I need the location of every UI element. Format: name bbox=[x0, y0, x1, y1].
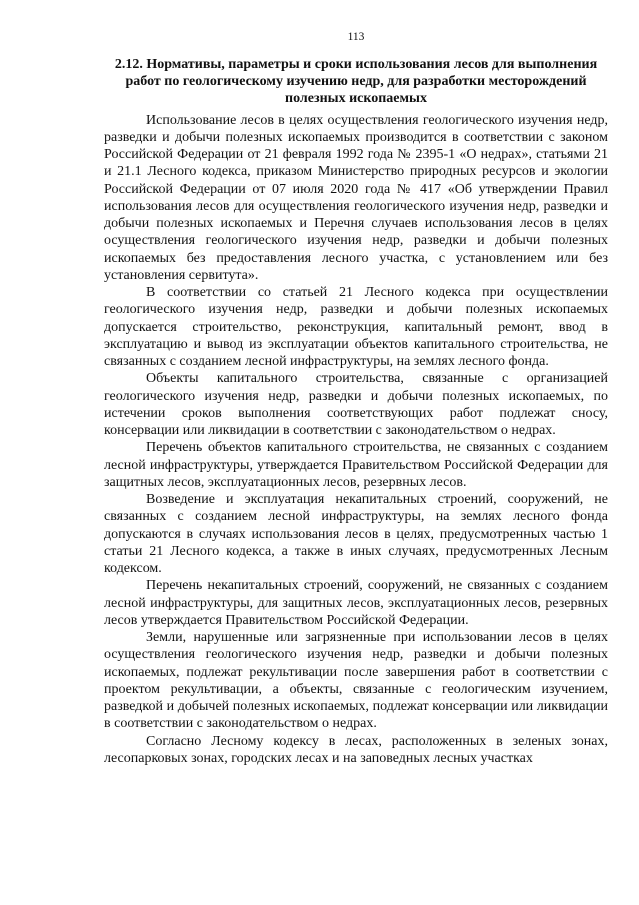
paragraph-1: Использование лесов в целях осуществления геологического изучения недр, разведки и добычи полезных ископаемых производится в соответствии с законом Российской Федерации от 21 февраля 1992 года № 2395-1 «О недрах», статьями 21 и 21.1 Лесного кодекса, приказом Министерство природных ресурсов и экологии Российской Федерации от 07 июля 2020 года № 417 «Об утверждении Правил использования лесов для осуществления геологического изучения недр, разведки и добычи полезных ископаемых и Перечня случаев использования лесов в целях осуществления геологического изучения недр, разведки и добычи полезных ископаемых без предоставления лесного участка, с установлением или без установления сервитута». bbox=[104, 112, 608, 283]
page-number: 113 bbox=[347, 31, 365, 43]
paragraph-4: Перечень объектов капитального строительства, не связанных с созданием лесной инфраструктуры, утверждается Правительством Российской Федерации для защитных лесов, эксплуатационных лесов, резервных лесов. bbox=[104, 440, 608, 490]
paragraph-3: Объекты капитального строительства, связанные с организацией геологического изучения недр, разведки и добычи полезных ископаемых, по истечении сроков выполнения соответствующих работ подлежат сносу, консервации или ликвидации в соответствии с законодательством о недрах. bbox=[104, 371, 608, 439]
paragraph-6: Перечень некапитальных строений, сооружений, не связанных с созданием лесной инфраструктуры, для защитных лесов, эксплуатационных лесов, резервных лесов утверждается Правительством Российской Федерации. bbox=[104, 578, 608, 628]
paragraph-7: Земли, нарушенные или загрязненные при использовании лесов в целях осуществления геологического изучения недр, разведки и добычи полезных ископаемых, подлежат рекультивации после завершения работ в соответствии с проектом рекультивации, а объекты, связанные с геологическим изучением, разведкой и добычей полезных ископаемых, подлежат консервации или ликвидации в соответствии с законодательством о недрах. bbox=[104, 630, 608, 732]
document-page bbox=[104, 30, 608, 767]
paragraph-2: В соответствии со статьей 21 Лесного кодекса при осуществлении геологического изучения недр, разведки и добычи полезных ископаемых допускается строительство, реконструкция, капитальный ремонт, ввод в эксплуатацию и вывод из эксплуатации объектов капитального строительства, не связанных с созданием лесной инфраструктуры, на землях лесного фонда. bbox=[104, 285, 608, 370]
paragraph-8: Согласно Лесному кодексу в лесах, расположенных в зеленых зонах, лесопарковых зонах, городских лесах и на заповедных лесных участках bbox=[104, 733, 608, 766]
section-heading: 2.12. Нормативы, параметры и сроки использования лесов для выполнения работ по геологическому изучению недр, для разработки месторождений полезных ископаемых bbox=[114, 57, 598, 107]
body-text bbox=[104, 112, 608, 768]
paragraph-5: Возведение и эксплуатация некапитальных строений, сооружений, не связанных с созданием лесной инфраструктуры, на землях лесного фонда допускаются в случаях использования лесов в целях, предусмотренных частью 1 статьи 21 Лесного кодекса, а также в иных случаях, предусмотренных Лесным кодексом. bbox=[104, 492, 608, 577]
